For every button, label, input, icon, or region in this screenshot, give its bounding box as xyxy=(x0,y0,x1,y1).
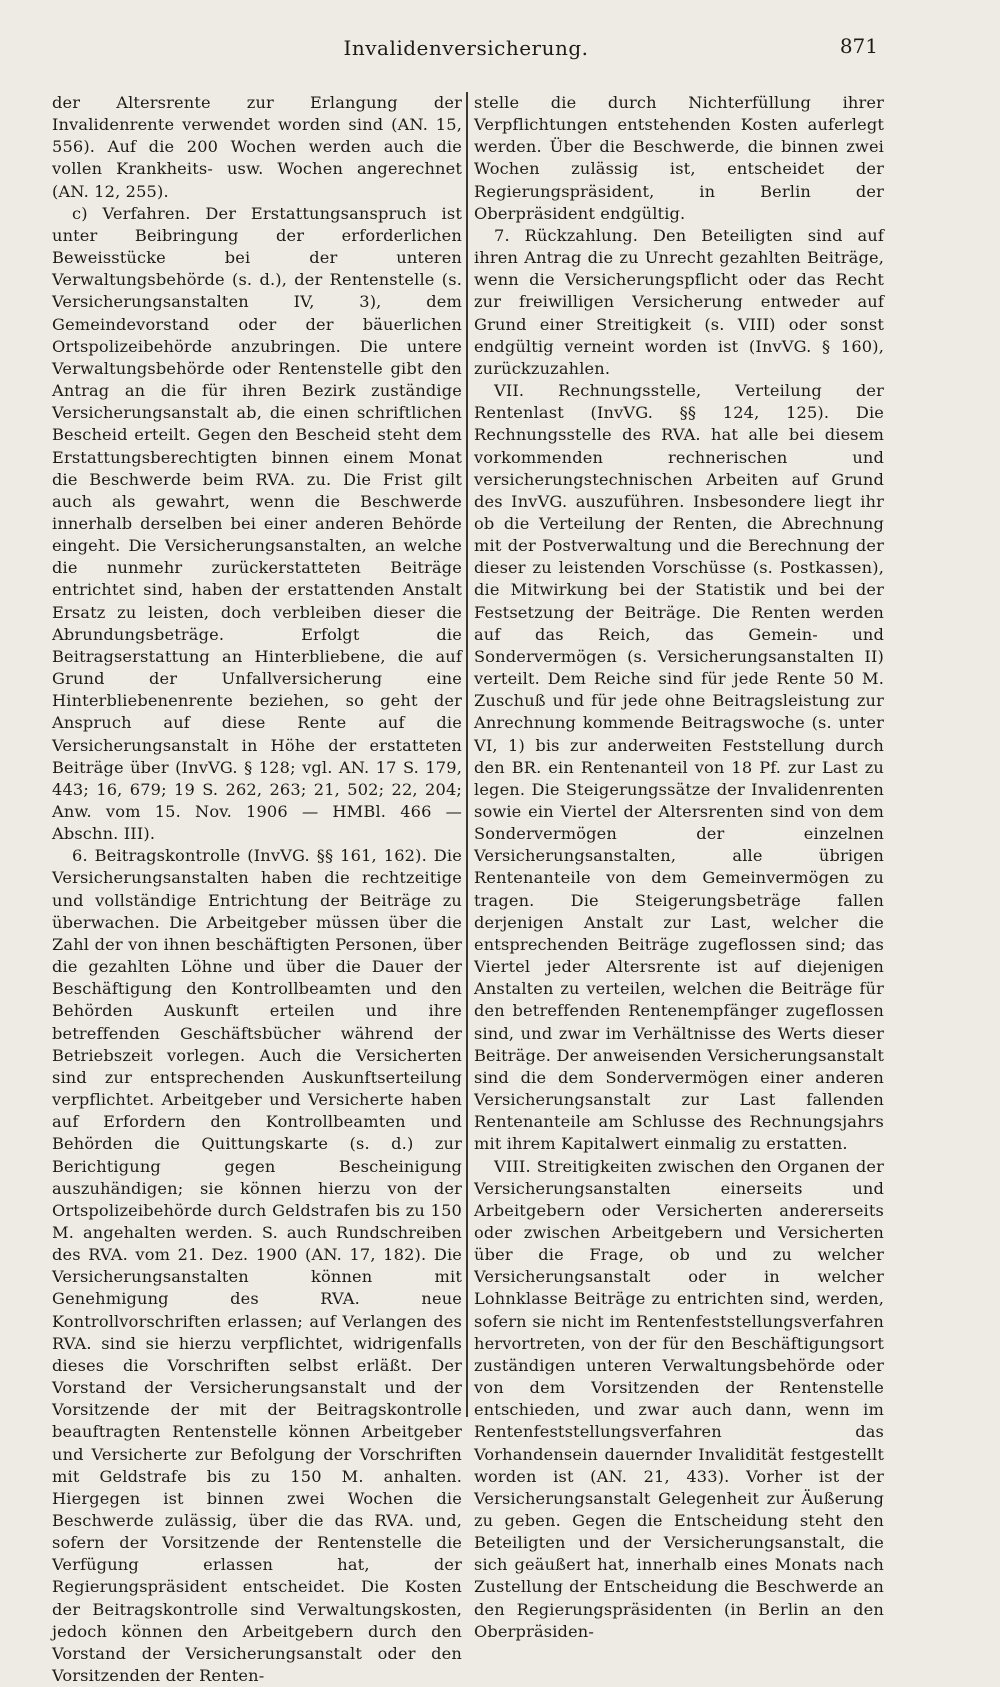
paragraph: 6. Beitragskontrolle (InvVG. §§ 161, 162). Die Versicherungsanstalten haben die rechtzeitige und vollständige Entrichtung der Beiträge zu überwachen. Die Arbeitgeber müssen über die Zahl der von ihnen beschäftigten Personen, über die gezahlten Löhne und über die Dauer der Beschäftigung den Kontrollbeamten und den Behörden Auskunft erteilen und ihre betreffenden Geschäftsbücher während der Betriebszeit vorlegen. Auch die Versicherten sind zur entsprechenden Auskunftserteilung verpflichtet. Arbeitgeber und Versicherte haben auf Erfordern den Kontrollbeamten und Behörden die Quittungskarte (s. d.) zur Berichtigung gegen Bescheinigung auszuhändigen; sie können hierzu von der Ortspolizeibehörde durch Geldstrafen bis zu 150 M. angehalten werden. S. auch Rundschreiben des RVA. vom 21. Dez. 1900 (AN. 17, 182). Die Versicherungsanstalten können mit Genehmigung des RVA. neue Kontrollvorschriften erlassen; auf Verlangen des RVA. sind sie hierzu verpflichtet, widrigenfalls dieses die Vorschriften selbst erläßt. Der Vorstand der Versicherungsanstalt und der Vorsitzende der mit der Beitragskontrolle beauftragten Rentenstelle können Arbeitgeber und Versicherte zur Befolgung der Vorschriften mit Geldstrafe bis zu 150 M. anhalten. Hiergegen ist binnen zwei Wochen die Beschwerde zulässig, über die das RVA. und, sofern der Vorsitzende der Rentenstelle die Verfügung erlassen hat, der Regierungspräsident entscheidet. Die Kosten der Beitragskontrolle sind Verwaltungskosten, jedoch können den Arbeitgebern durch den Vorstand der Versicherungsanstalt oder den Vorsitzenden der Renten- xyxy=(52,846,462,1686)
paragraph: stelle die durch Nichterfüllung ihrer Verpflichtungen entstehenden Kosten auferlegt werden. Über die Beschwerde, die binnen zwei Wochen zulässig ist, entscheidet der Regierungspräsident, in Berlin der Oberpräsident endgültig. xyxy=(474,93,884,223)
paragraph: der Altersrente zur Erlangung der Invalidenrente verwendet worden sind (AN. 15, 556). Auf die 200 Wochen werden auch die vollen Krankheits- usw. Wochen angerechnet (AN. 12, 255). xyxy=(52,93,462,201)
paragraph: 7. Rückzahlung. Den Beteiligten sind auf ihren Antrag die zu Unrecht gezahlten Beiträge, wenn die Versicherungspflicht oder das Recht zur freiwilligen Versicherung entweder auf Grund einer Streitigkeit (s. VIII) oder sonst endgültig verneint worden ist (InvVG. § 160), zurückzuzahlen. xyxy=(474,225,884,378)
running-head: Invalidenversicherung. xyxy=(343,36,589,60)
left-column xyxy=(52,92,462,1687)
paragraph: c) Verfahren. Der Erstattungsanspruch ist unter Beibringung der erforderlichen Beweisstücke bei der unteren Verwaltungsbehörde (s. d.), der Rentenstelle (s. Versicherungsanstalten IV, 3), dem Gemeindevorstand oder der bäuerlichen Ortspolizeibehörde anzubringen. Die untere Verwaltungsbehörde oder Rentenstelle gibt den Antrag an die für ihren Bezirk zuständige Versicherungsanstalt ab, die einen schriftlichen Bescheid erteilt. Gegen den Bescheid steht dem Erstattungsberechtigten binnen einem Monat die Beschwerde beim RVA. zu. Die Frist gilt auch als gewahrt, wenn die Beschwerde innerhalb derselben bei einer anderen Behörde eingeht. Die Versicherungsanstalten, an welche die nunmehr zurückerstatteten Beiträge entrichtet sind, haben der erstattenden Anstalt Ersatz zu leisten, doch verbleiben dieser die Abrundungsbeträge. Erfolgt die Beitragserstattung an Hinterbliebene, die auf Grund der Unfallversicherung eine Hinterbliebenenrente beziehen, so geht der Anspruch auf diese Rente auf die Versicherungsanstalt in Höhe der erstatteten Beiträge über (InvVG. § 128; vgl. AN. 17 S. 179, 443; 16, 679; 19 S. 262, 263; 21, 502; 22, 204; Anw. vom 15. Nov. 1906 — HMBl. 466 — Abschn. III). xyxy=(52,203,462,844)
page-number: 871 xyxy=(839,34,878,58)
paragraph: VII. Rechnungsstelle, Verteilung der Rentenlast (InvVG. §§ 124, 125). Die Rechnungsstelle des RVA. hat alle bei diesem vorkommenden rechnerischen und versicherungstechnischen Arbeiten auf Grund des InvVG. auszuführen. Insbesondere liegt ihr ob die Verteilung der Renten, die Abrechnung mit der Postverwaltung und die Berechnung der dieser zu leistenden Vorschüsse (s. Postkassen), die Mitwirkung bei der Statistik und bei der Festsetzung der Beiträge. Die Renten werden auf das Reich, das Gemein- und Sondervermögen (s. Versicherungsanstalten II) verteilt. Dem Reiche sind für jede Rente 50 M. Zuschuß und für jede ohne Beitragsleistung zur Anrechnung kommende Beitragswoche (s. unter VI, 1) bis zur anderweiten Feststellung durch den BR. ein Rentenanteil von 18 Pf. zur Last zu legen. Die Steigerungssätze der Invalidenrenten sowie ein Viertel der Altersrenten sind von dem Sondervermögen der einzelnen Versicherungsanstalten, alle übrigen Rentenanteile von dem Gemeinvermögen zu tragen. Die Steigerungsbeträge fallen derjenigen Anstalt zur Last, welcher die entsprechenden Beiträge zugeflossen sind; das Viertel jeder Altersrente ist auf diejenigen Anstalten zu verteilen, welchen die Beiträge für den betreffenden Rentenempfänger zugeflossen sind, und zwar im Verhältnisse des Werts dieser Beiträge. Der anweisenden Versicherungsanstalt sind die dem Sondervermögen einer anderen Versicherungsanstalt zur Last fallenden Rentenanteile am Schlusse des Rechnungsjahrs mit ihrem Kapitalwert einmalig zu erstatten. xyxy=(474,381,884,1154)
right-column xyxy=(474,92,884,1643)
paragraph: VIII. Streitigkeiten zwischen den Organen der Versicherungsanstalten einerseits und Arbeitgebern oder Versicherten andererseits oder zwischen Arbeitgebern und Versicherten über die Frage, ob und zu welcher Versicherungsanstalt oder in welcher Lohnklasse Beiträge zu entrichten sind, werden, sofern sie nicht im Rentenfeststellungsverfahren hervortreten, von der für den Beschäftigungsort zuständigen unteren Verwaltungsbehörde oder von dem Vorsitzenden der Rentenstelle entschieden, und zwar auch dann, wenn im Rentenfeststellungsverfahren das Vorhandensein dauernder Invalidität festgestellt worden ist (AN. 21, 433). Vorher ist der Versicherungsanstalt Gelegenheit zur Äußerung zu geben. Gegen die Entscheidung steht den Beteiligten und der Versicherungsanstalt, die sich geäußert hat, innerhalb eines Monats nach Zustellung der Entscheidung die Beschwerde an den Regierungspräsidenten (in Berlin an den Oberpräsiden- xyxy=(474,1156,884,1641)
column-divider xyxy=(466,92,468,1417)
